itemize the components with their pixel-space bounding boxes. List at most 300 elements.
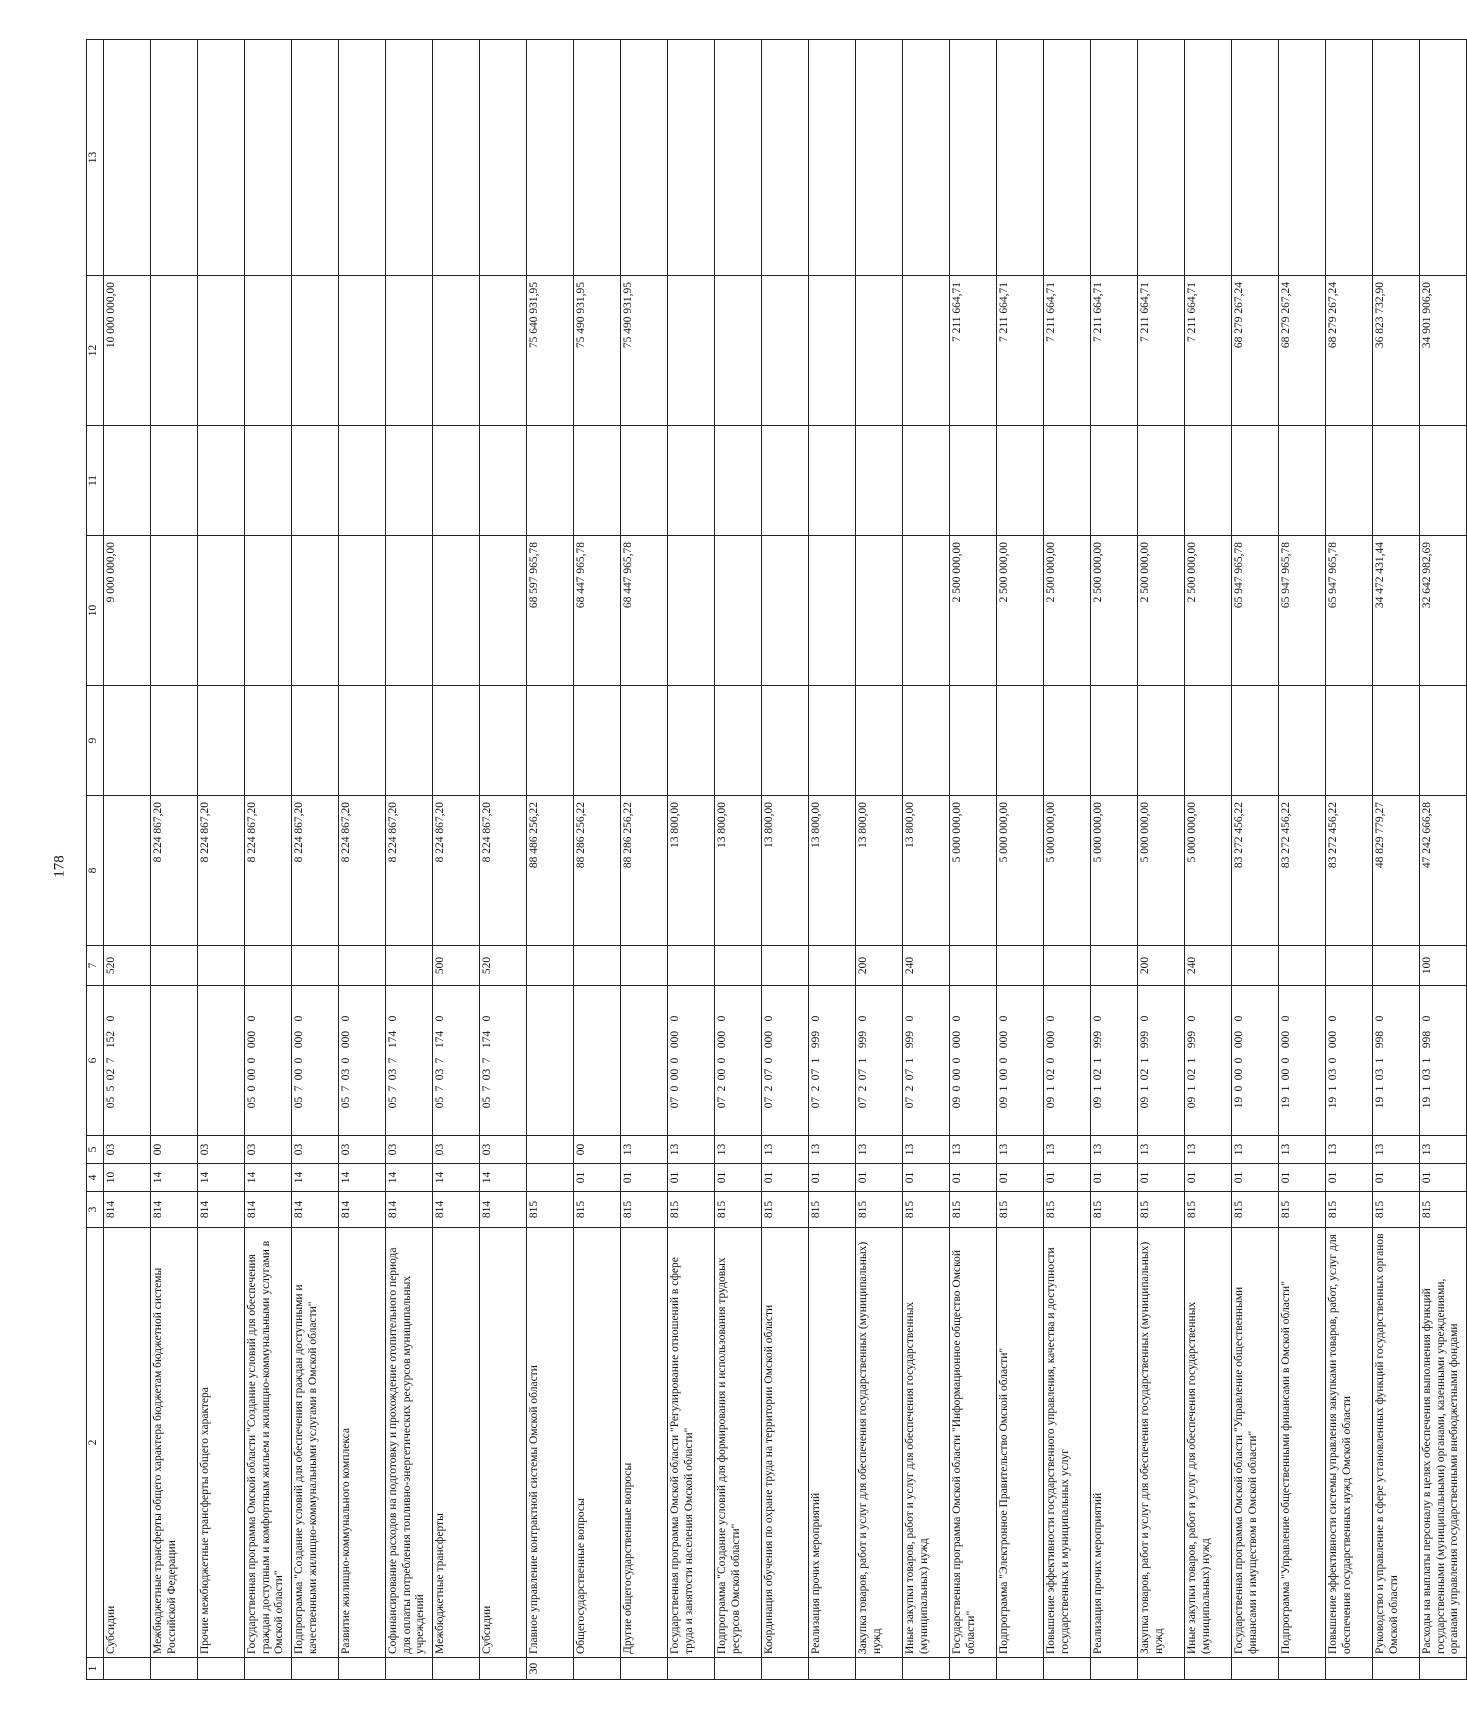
header-cell: 9 [87,686,104,796]
row-name-cell: Закупка товаров, работ и услуг для обеспечения государственных (муниципальных) нужд [856,1228,903,1658]
code-part: 0 [434,1015,446,1022]
col11-cell [198,426,245,536]
col9-cell [809,686,856,796]
code-part: 0 [293,1015,305,1022]
table-row [574,40,621,1680]
row-name-cell: Государственная программа Омской области "Создание условий для обеспечения граждан доступным и комфортным жильем и жилищно-коммунальными услугами в Омской области" [245,1228,292,1658]
col3-cell: 815 [950,1192,997,1228]
col3-cell: 815 [1279,1192,1326,1228]
classification-code-cell [1373,986,1420,1136]
col4-cell: 14 [151,1164,198,1192]
row-name-cell: Расходы на выплаты персоналу в целях обеспечения выполнения функций государственными (муниципальными) органами, казенными учреждениями, органами управления государственными внебюджетными фондами [1420,1228,1467,1658]
row-number-cell [245,1658,292,1680]
col4-cell: 14 [339,1164,386,1192]
col10-amount-cell [198,536,245,686]
code-part: 999 [857,1030,869,1049]
col4-cell: 01 [903,1164,950,1192]
col8-amount-cell: 88 486 256,22 [527,796,574,946]
code-part: 000 [1327,1030,1339,1049]
code-part: 000 [998,1030,1010,1049]
row-number-cell [1420,1658,1467,1680]
code-part: 00 [716,1068,728,1081]
col7-cell: 240 [1185,946,1232,986]
col9-cell [903,686,950,796]
col5-cell: 13 [1044,1136,1091,1164]
col13-cell [668,40,715,276]
col7-cell: 240 [903,946,950,986]
col12-amount-cell: 75 640 931,95 [527,276,574,426]
col9-cell [386,686,433,796]
col9-cell [433,686,480,796]
col7-cell: 520 [480,946,527,986]
col9-cell [1373,686,1420,796]
table-row [621,40,668,1680]
col4-cell: 10 [104,1164,151,1192]
code-part: 0 [1233,1015,1245,1022]
code-part: 0 [1045,1057,1057,1064]
code-part: 1 [1139,1057,1151,1064]
col4-cell: 14 [480,1164,527,1192]
row-number-cell [292,1658,339,1680]
col8-amount-cell: 5 000 000,00 [950,796,997,946]
col3-cell: 814 [339,1192,386,1228]
col9-cell [198,686,245,796]
classification-code-cell [1185,986,1232,1136]
col3-cell: 814 [480,1192,527,1228]
col3-cell: 814 [104,1192,151,1228]
col5-cell: 13 [1326,1136,1373,1164]
col3-cell: 815 [1138,1192,1185,1228]
code-part: 0 [810,1015,822,1022]
col10-amount-cell: 68 597 965,78 [527,536,574,686]
col11-cell [668,426,715,536]
classification-code-cell [386,986,433,1136]
col4-cell: 01 [809,1164,856,1192]
col9-cell [715,686,762,796]
table-row [809,40,856,1680]
row-number-cell: 30 [527,1658,574,1680]
col9-cell [292,686,339,796]
code-part: 1 [1139,1085,1151,1092]
col12-amount-cell [151,276,198,426]
col4-cell [527,1164,574,1192]
header-cell: 10 [87,536,104,686]
col10-amount-cell: 68 447 965,78 [621,536,668,686]
code-part: 0 [481,1015,493,1022]
row-name-cell: Государственная программа Омской области "Управление общественными финансами и имуществом в Омской области" [1232,1228,1279,1658]
code-part: 1 [1421,1085,1433,1092]
col3-cell: 815 [1420,1192,1467,1228]
code-part: 05 [105,1096,117,1109]
col11-cell [1373,426,1420,536]
col10-amount-cell: 32 642 982,69 [1420,536,1467,686]
classification-code-cell [997,986,1044,1136]
col11-cell [762,426,809,536]
col3-cell: 815 [668,1192,715,1228]
row-number-cell [1138,1658,1185,1680]
code-part: 02 [1139,1068,1151,1081]
row-name-cell: Повышение эффективности государственного управления, качества и доступности государственных и муниципальных услуг [1044,1228,1091,1658]
table-row [1138,40,1185,1680]
code-part: 00 [1280,1068,1292,1081]
code-part: 07 [716,1096,728,1109]
code-part: 0 [246,1057,258,1064]
classification-code-cell [762,986,809,1136]
col13-cell [903,40,950,276]
table-row [386,40,433,1680]
code-part: 000 [246,1030,258,1049]
col10-amount-cell [903,536,950,686]
col7-cell: 500 [433,946,480,986]
col5-cell: 13 [1091,1136,1138,1164]
code-part: 0 [951,1015,963,1022]
code-part: 00 [951,1068,963,1081]
col5-cell: 13 [1420,1136,1467,1164]
row-number-cell [950,1658,997,1680]
col7-cell [762,946,809,986]
col3-cell: 815 [1373,1192,1420,1228]
code-part: 1 [1280,1085,1292,1092]
classification-code-cell [245,986,292,1136]
col11-cell [621,426,668,536]
code-part: 0 [951,1085,963,1092]
code-part: 000 [951,1030,963,1049]
col4-cell: 01 [1420,1164,1467,1192]
col5-cell: 13 [1373,1136,1420,1164]
col5-cell [527,1136,574,1164]
code-part: 0 [763,1015,775,1022]
code-part: 0 [1421,1015,1433,1022]
col4-cell: 01 [574,1164,621,1192]
code-part: 0 [904,1015,916,1022]
table-row [715,40,762,1680]
classification-code-cell [1091,986,1138,1136]
col11-cell [151,426,198,536]
col11-cell [1326,426,1373,536]
row-name-cell: Развитие жилищно-коммунального комплекса [339,1228,386,1658]
col3-cell: 815 [621,1192,668,1228]
header-cell: 1 [87,1658,104,1680]
table-row [1232,40,1279,1680]
classification-code-cell [151,986,198,1136]
code-part: 7 [434,1085,446,1092]
col11-cell [339,426,386,536]
col5-cell: 03 [433,1136,480,1164]
row-name-cell: Иные закупки товаров, работ и услуг для обеспечения государственных (муниципальных) нужд [903,1228,950,1658]
classification-code-cell [715,986,762,1136]
col4-cell: 14 [292,1164,339,1192]
row-number-cell [621,1658,668,1680]
col13-cell [1091,40,1138,276]
row-name-cell: Подпрограмма "Управление общественными финансами в Омской области" [1279,1228,1326,1658]
code-part: 2 [904,1085,916,1092]
col12-amount-cell [292,276,339,426]
header-cell: 3 [87,1192,104,1228]
col13-cell [762,40,809,276]
col10-amount-cell [151,536,198,686]
col8-amount-cell: 8 224 867,20 [339,796,386,946]
code-part: 1 [1092,1085,1104,1092]
col4-cell: 01 [856,1164,903,1192]
code-part: 07 [810,1068,822,1081]
table-row [1373,40,1420,1680]
col11-cell [1420,426,1467,536]
code-part: 0 [1374,1015,1386,1022]
col8-amount-cell: 8 224 867,20 [245,796,292,946]
col8-amount-cell: 13 800,00 [715,796,762,946]
col10-amount-cell: 2 500 000,00 [950,536,997,686]
col8-amount-cell: 5 000 000,00 [1138,796,1185,946]
col13-cell [856,40,903,276]
col10-amount-cell [245,536,292,686]
col5-cell: 13 [668,1136,715,1164]
code-part: 0 [1233,1085,1245,1092]
col10-amount-cell [386,536,433,686]
code-part: 0 [1092,1015,1104,1022]
row-name-cell: Межбюджетные трансферты общего характера бюджетам бюджетной системы Российской Федерации [151,1228,198,1658]
table-row [1420,40,1467,1680]
col7-cell [198,946,245,986]
col9-cell [1326,686,1373,796]
table-row [198,40,245,1680]
col5-cell: 13 [1138,1136,1185,1164]
code-part: 19 [1374,1096,1386,1109]
col9-cell [1185,686,1232,796]
col5-cell: 13 [950,1136,997,1164]
code-part: 0 [1327,1057,1339,1064]
col8-amount-cell: 48 829 779,27 [1373,796,1420,946]
col3-cell: 815 [809,1192,856,1228]
col12-amount-cell: 68 279 267,24 [1232,276,1279,426]
col4-cell: 01 [1232,1164,1279,1192]
col8-amount-cell: 5 000 000,00 [1185,796,1232,946]
col11-cell [245,426,292,536]
col8-amount-cell: 13 800,00 [856,796,903,946]
code-part: 7 [481,1057,493,1064]
header-cell: 8 [87,796,104,946]
col12-amount-cell [386,276,433,426]
code-part: 0 [1280,1015,1292,1022]
col5-cell: 13 [997,1136,1044,1164]
col11-cell [809,426,856,536]
classification-code-cell [950,986,997,1136]
col13-cell [1185,40,1232,276]
code-part: 09 [1045,1096,1057,1109]
col10-amount-cell: 2 500 000,00 [1185,536,1232,686]
row-number-cell [198,1658,245,1680]
code-part: 09 [1092,1096,1104,1109]
col12-amount-cell: 7 211 664,71 [1044,276,1091,426]
col11-cell [1279,426,1326,536]
col9-cell [762,686,809,796]
col7-cell [621,946,668,986]
row-number-cell [104,1658,151,1680]
code-part: 07 [904,1068,916,1081]
classification-code-cell [1232,986,1279,1136]
code-part: 0 [716,1057,728,1064]
col4-cell: 01 [621,1164,668,1192]
col13-cell [527,40,574,276]
col9-cell [245,686,292,796]
row-number-cell [856,1658,903,1680]
code-part: 2 [857,1085,869,1092]
col8-amount-cell: 5 000 000,00 [997,796,1044,946]
col8-amount-cell: 5 000 000,00 [1091,796,1138,946]
col7-cell [339,946,386,986]
row-name-cell: Реализация прочих мероприятий [809,1228,856,1658]
col12-amount-cell [762,276,809,426]
col13-cell [1232,40,1279,276]
col4-cell: 14 [386,1164,433,1192]
code-part: 1 [810,1057,822,1064]
row-number-cell [574,1658,621,1680]
header-cell: 5 [87,1136,104,1164]
col5-cell: 03 [198,1136,245,1164]
code-part: 0 [669,1057,681,1064]
col12-amount-cell [198,276,245,426]
col11-cell [715,426,762,536]
code-part: 999 [1092,1030,1104,1049]
col9-cell [668,686,715,796]
code-part: 0 [1186,1015,1198,1022]
code-part: 174 [481,1030,493,1049]
code-part: 05 [434,1096,446,1109]
code-part: 07 [763,1096,775,1109]
classification-code-cell [668,986,715,1136]
code-part: 0 [246,1085,258,1092]
col12-amount-cell: 7 211 664,71 [1091,276,1138,426]
code-part: 999 [1186,1030,1198,1049]
col8-amount-cell: 8 224 867,20 [480,796,527,946]
row-name-cell: Иные закупки товаров, работ и услуг для обеспечения государственных (муниципальных) нужд [1185,1228,1232,1658]
col13-cell [433,40,480,276]
col3-cell: 815 [715,1192,762,1228]
row-name-cell: Реализация прочих мероприятий [1091,1228,1138,1658]
col10-amount-cell: 68 447 965,78 [574,536,621,686]
code-part: 000 [716,1030,728,1049]
code-part: 2 [763,1085,775,1092]
code-part: 0 [998,1015,1010,1022]
code-part: 7 [293,1085,305,1092]
col4-cell: 01 [997,1164,1044,1192]
col13-cell [151,40,198,276]
code-part: 1 [1374,1085,1386,1092]
row-number-cell [809,1658,856,1680]
table-row [1091,40,1138,1680]
col11-cell [997,426,1044,536]
row-number-cell [151,1658,198,1680]
col5-cell: 13 [1232,1136,1279,1164]
col4-cell: 01 [1279,1164,1326,1192]
code-part: 03 [1374,1068,1386,1081]
col8-amount-cell: 13 800,00 [762,796,809,946]
col12-amount-cell: 7 211 664,71 [997,276,1044,426]
table-row [1185,40,1232,1680]
col8-amount-cell: 5 000 000,00 [1044,796,1091,946]
code-part: 09 [951,1096,963,1109]
col12-amount-cell: 75 490 931,95 [621,276,668,426]
col12-amount-cell: 7 211 664,71 [1185,276,1232,426]
col5-cell: 03 [339,1136,386,1164]
code-part: 1 [1186,1057,1198,1064]
row-number-cell [668,1658,715,1680]
col4-cell: 01 [1373,1164,1420,1192]
classification-code-cell [292,986,339,1136]
code-part: 07 [904,1096,916,1109]
classification-code-cell [621,986,668,1136]
col5-cell: 13 [856,1136,903,1164]
row-number-cell [480,1658,527,1680]
code-part: 05 [293,1096,305,1109]
row-name-cell: Другие общегосударственные вопросы [621,1228,668,1658]
col8-amount-cell: 47 242 666,28 [1420,796,1467,946]
col3-cell: 814 [245,1192,292,1228]
row-name-cell: Подпрограмма "Электронное Правительство Омской области" [997,1228,1044,1658]
col12-amount-cell [715,276,762,426]
code-part: 174 [434,1030,446,1049]
col8-amount-cell: 13 800,00 [903,796,950,946]
table-row [950,40,997,1680]
col10-amount-cell: 2 500 000,00 [1044,536,1091,686]
code-part: 19 [1233,1096,1245,1109]
col11-cell [903,426,950,536]
col13-cell [198,40,245,276]
row-name-cell: Подпрограмма "Создание условий для обеспечения граждан доступными и качественными жилищно-коммунальными услугами в Омской области" [292,1228,339,1658]
row-name-cell: Государственная программа Омской области "Информационное общество Омской области" [950,1228,997,1658]
row-name-cell: Софинансирование расходов на подготовку и прохождение отопительного периода для оплаты потребления топливно-энергетических ресурсов муниципальных учреждений [386,1228,433,1658]
code-part: 00 [1233,1068,1245,1081]
code-part: 0 [951,1057,963,1064]
col12-amount-cell: 68 279 267,24 [1326,276,1373,426]
row-name-cell: Субсидии [480,1228,527,1658]
row-name-cell: Прочие межбюджетные трансферты общего характера [198,1228,245,1658]
table-row [151,40,198,1680]
row-name-cell: Координация обучения по охране труда на территории Омской области [762,1228,809,1658]
code-part: 07 [810,1096,822,1109]
col13-cell [1138,40,1185,276]
col3-cell: 815 [527,1192,574,1228]
code-part: 998 [1374,1030,1386,1049]
code-part: 2 [716,1085,728,1092]
col13-cell [1279,40,1326,276]
col5-cell: 13 [621,1136,668,1164]
col3-cell: 815 [1044,1192,1091,1228]
code-part: 00 [998,1068,1010,1081]
col7-cell [386,946,433,986]
col11-cell [1232,426,1279,536]
code-part: 03 [387,1068,399,1081]
code-part: 05 [340,1096,352,1109]
classification-code-cell [1138,986,1185,1136]
col13-cell [339,40,386,276]
code-part: 174 [387,1030,399,1049]
col9-cell [1232,686,1279,796]
code-part: 000 [1045,1030,1057,1049]
table-row [433,40,480,1680]
col9-cell [621,686,668,796]
col7-cell: 520 [104,946,151,986]
code-part: 0 [716,1015,728,1022]
row-name-cell: Государственная программа Омской области "Регулирование отношений в сфере труда и занятости населения Омской области" [668,1228,715,1658]
code-part: 03 [481,1068,493,1081]
col7-cell: 200 [856,946,903,986]
col3-cell: 815 [1091,1192,1138,1228]
col9-cell [1138,686,1185,796]
header-cell: 13 [87,40,104,276]
col13-cell [1373,40,1420,276]
col8-amount-cell [104,796,151,946]
col7-cell [997,946,1044,986]
